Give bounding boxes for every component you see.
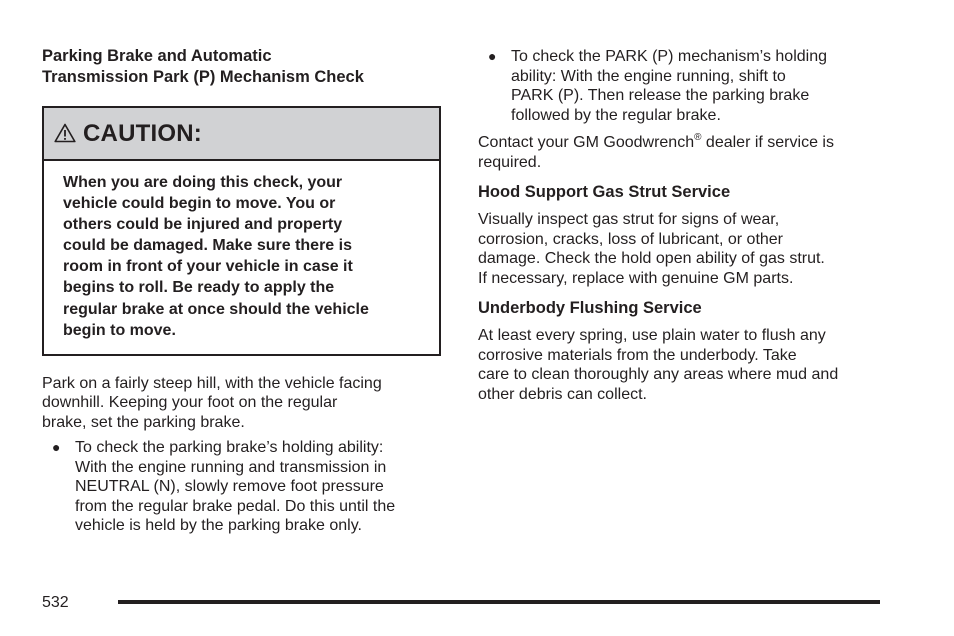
text-line: Visually inspect gas strut for signs of wear, [478, 211, 780, 228]
text-line: To check the parking brake’s holding ability: [75, 439, 384, 457]
heading-line: Parking Brake and Automatic [42, 47, 272, 65]
underbody-section-title: Underbody Flushing Service [478, 299, 702, 317]
bullet-item [478, 47, 888, 125]
caution-line: others could be injured and property [63, 216, 343, 234]
text-line: With the engine running and transmission in [75, 458, 387, 476]
bullet-text [75, 438, 395, 536]
text-line: At least every spring, use plain water to flush any [478, 327, 826, 344]
contact-paragraph [478, 133, 888, 172]
warning-triangle-icon [54, 123, 76, 143]
text-line: If necessary, replace with genuine GM parts. [478, 269, 794, 287]
text-line: corrosion, cracks, loss of lubricant, or other [478, 230, 784, 248]
text-line: Park on a fairly steep hill, with the vehicle facing [42, 374, 382, 392]
text-line: brake, set the parking brake. [42, 413, 245, 431]
caution-line: could be damaged. Make sure there is [63, 237, 352, 255]
caution-label: CAUTION: [83, 119, 202, 147]
caution-text [44, 161, 439, 354]
text-line: To check the PARK (P) mechanism’s holding [511, 48, 827, 65]
caution-line: room in front of your vehicle in case it [63, 258, 353, 276]
text-fragment: Contact your GM Goodwrench [478, 134, 695, 151]
text-line: required. [478, 153, 542, 171]
caution-box [42, 106, 441, 356]
text-line: downhill. Keeping your foot on the regular [42, 394, 338, 412]
text-line: from the regular brake pedal. Do this until the [75, 497, 396, 515]
text-fragment: dealer if service is [701, 134, 834, 151]
hood-section-title: Hood Support Gas Strut Service [478, 183, 731, 201]
page-number: 532 [42, 594, 69, 611]
footer-divider [118, 600, 880, 604]
caution-line: When you are doing this check, your [63, 174, 343, 191]
caution-line: regular brake at once should the vehicle [63, 300, 369, 318]
caution-header [44, 108, 439, 161]
left-column [42, 46, 445, 536]
registered-mark: ® [694, 131, 702, 143]
text-line: care to clean thoroughly any areas where mud and [478, 366, 839, 383]
text-line: corrosive materials from the underbody. Take [478, 346, 797, 364]
caution-line: begins to roll. Be ready to apply the [63, 279, 335, 297]
caution-line: begin to move. [63, 321, 176, 339]
text-line: ability: With the engine running, shift to [511, 67, 786, 85]
text-line: other debris can collect. [478, 385, 647, 403]
intro-paragraph [42, 374, 445, 433]
section-heading [42, 46, 445, 88]
bullet-text [511, 47, 827, 125]
bullet-dot-icon: ● [488, 48, 497, 64]
right-column [478, 47, 888, 404]
hood-paragraph [478, 210, 888, 288]
heading-line: Transmission Park (P) Mechanism Check [42, 68, 364, 86]
caution-line: vehicle could begin to move. You or [63, 195, 336, 213]
bullet-item [42, 438, 445, 536]
underbody-paragraph [478, 326, 888, 404]
bullet-dot-icon: ● [52, 439, 61, 456]
text-line: vehicle is held by the parking brake only. [75, 517, 362, 535]
text-line: followed by the regular brake. [511, 106, 721, 124]
text-line: PARK (P). Then release the parking brake [511, 87, 810, 104]
text-line: damage. Check the hold open ability of gas strut. [478, 250, 825, 267]
text-line: NEUTRAL (N), slowly remove foot pressure [75, 478, 384, 496]
